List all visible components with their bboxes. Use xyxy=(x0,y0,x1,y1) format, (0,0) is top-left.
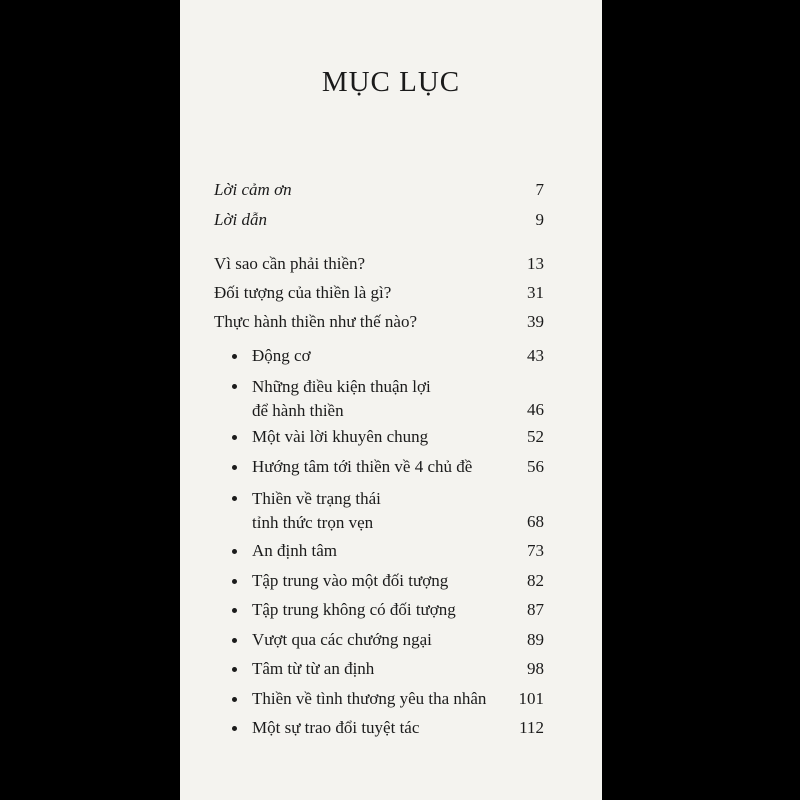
bullet-icon xyxy=(232,726,237,731)
toc-entry-label: Tập trung vào một đối tượng xyxy=(252,571,449,590)
bullet-icon xyxy=(232,608,237,613)
toc-entry-label: Vì sao cần phải thiền? xyxy=(214,254,366,273)
toc-page-number: 43 xyxy=(527,346,544,365)
toc-entry-label: Thiền về trạng thái xyxy=(252,489,381,508)
toc-page-number: 87 xyxy=(527,600,544,619)
toc-entry-label: Thực hành thiền như thế nào? xyxy=(214,312,418,331)
bullet-icon xyxy=(232,465,237,470)
toc-page-number: 46 xyxy=(527,400,544,419)
toc-page-number: 112 xyxy=(519,718,544,737)
toc-page-number: 73 xyxy=(527,541,544,560)
toc-subentry xyxy=(214,486,544,536)
toc-page-number: 52 xyxy=(527,427,544,446)
page-title: MỤC LỤC xyxy=(321,66,461,98)
toc-entry-label: Lời cảm ơn xyxy=(214,180,292,199)
toc-entry-label: An định tâm xyxy=(252,541,337,560)
toc-page-number: 31 xyxy=(527,283,544,302)
bullet-icon xyxy=(232,354,237,359)
bullet-icon xyxy=(232,496,237,501)
toc-entry-label: Lời dẫn xyxy=(214,210,268,229)
toc-entry-label: Một sự trao đổi tuyệt tác xyxy=(252,718,420,737)
toc-page-number: 98 xyxy=(527,659,544,678)
toc-page-number: 101 xyxy=(518,689,544,708)
toc-entry-label: Những điều kiện thuận lợi xyxy=(252,377,431,396)
toc-page-number: 82 xyxy=(527,571,544,590)
toc-entry-label: Vượt qua các chướng ngại xyxy=(252,630,432,649)
toc-entry-label-cont: tỉnh thức trọn vẹn xyxy=(252,513,374,532)
toc-entry-label: Một vài lời khuyên chung xyxy=(252,427,429,446)
toc-subentry xyxy=(214,374,544,424)
toc-page-number: 39 xyxy=(527,312,544,331)
bullet-icon xyxy=(232,638,237,643)
bullet-icon xyxy=(232,579,237,584)
toc-entry-label: Động cơ xyxy=(252,346,311,365)
toc-entry-label: Tập trung không có đối tượng xyxy=(252,600,456,619)
toc-page-number: 56 xyxy=(527,457,544,476)
bullet-icon xyxy=(232,667,237,672)
bullet-icon xyxy=(232,549,237,554)
toc-entry-label: Thiền về tình thương yêu tha nhân xyxy=(252,689,487,708)
bullet-icon xyxy=(232,384,237,389)
toc-entry-label-cont: để hành thiền xyxy=(252,401,344,420)
toc-page-number: 13 xyxy=(527,254,544,273)
toc-page-number: 89 xyxy=(527,630,544,649)
toc-page-number: 9 xyxy=(535,210,544,229)
bullet-icon xyxy=(232,435,237,440)
toc-entry-label: Tâm từ từ an định xyxy=(252,659,375,678)
bullet-icon xyxy=(232,697,237,702)
book-page xyxy=(180,0,602,800)
toc-page-number: 68 xyxy=(527,512,544,531)
toc-entry-label: Đối tượng của thiền là gì? xyxy=(214,283,392,302)
toc-page-number: 7 xyxy=(535,180,544,199)
toc-entry-label: Hướng tâm tới thiền về 4 chủ đề xyxy=(252,457,473,476)
